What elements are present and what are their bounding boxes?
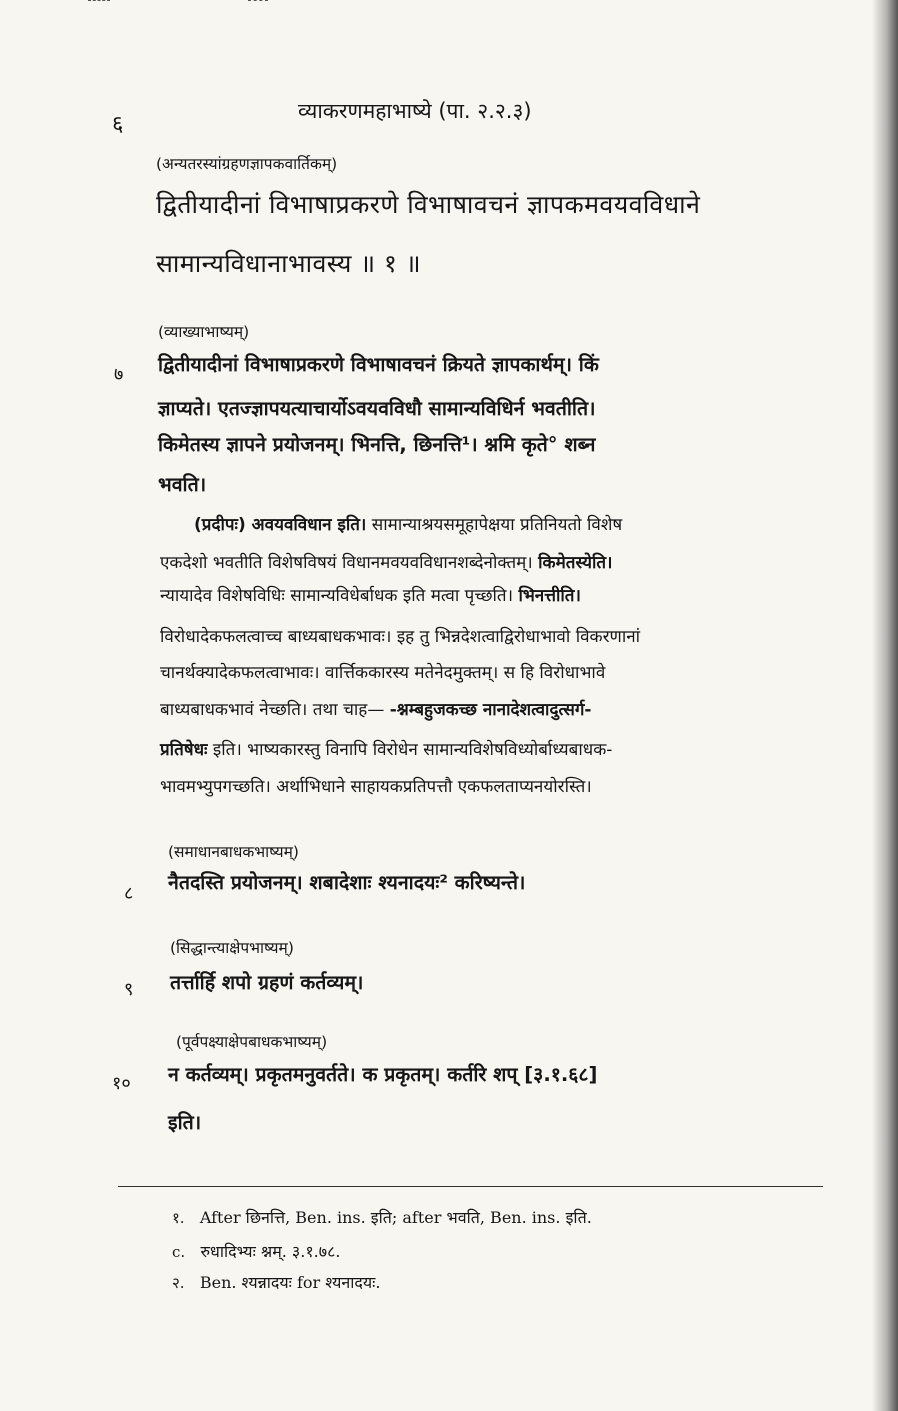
footnote-mark: १. [172,1209,185,1227]
pradipa-lemma: किमेतस्येति। [538,553,613,573]
paragraph-number: ९ [124,979,134,1000]
footnote-mark: c. [172,1243,186,1261]
bhashya-line: किमेतस्य ज्ञापने प्रयोजनम्। भिनत्ति, छिनत्ति¹। श्नमि कृते° शब्न [158,433,596,456]
footnote-text: After छिनत्ति, Ben. ins. इति; after भवति, Ben. ins. इति. [199,1208,592,1227]
bhashya-line: इति। [168,1111,202,1134]
scan-mark [248,0,268,9]
pradipa-line: (प्रदीपः) अवयवविधान इति। सामान्याश्रयसमूहापेक्षया प्रतिनियतो विशेष [194,515,623,535]
footnote [172,1240,340,1262]
paragraph-number: १० [112,1073,131,1094]
vartika-line: द्वितीयादीनां विभाषाप्रकरणे विभाषावचनं ज्ञापकमवयवविधाने [156,190,701,219]
page-number: ६ [112,112,124,137]
bhashya-line: द्वितीयादीनां विभाषाप्रकरणे विभाषावचनं क्रियते ज्ञापकार्थम्। किं [158,353,599,376]
pradipa-line: बाध्यबाधकभावं नेच्छति। तथा चाह— -श्नम्बहुजकच्छ नानादेशत्वादुत्सर्ग- [160,700,592,720]
pradipa-line: विरोधादेकफलत्वाच्च बाध्यबाधकभावः। इह तु भिन्नदेशत्वाद्विरोधाभावो विकरणानां [160,627,641,647]
section-heading: (पूर्वपक्ष्याक्षेपबाधकभाष्यम्) [176,1033,328,1051]
bhashya-line: ज्ञाप्यते। एतज्ज्ञापयत्याचार्योऽवयवविधौ सामान्यविधिर्न भवतीति। [158,397,596,420]
pradipa-line: प्रतिषेधः इति। भाष्यकारस्तु विनापि विरोधेन सामान्यविशेषविध्योर्बाध्यबाधक- [160,740,613,760]
footnote-mark: २. [172,1274,185,1292]
bhashya-line: नैतदस्ति प्रयोजनम्। शबादेशाः श्यनादयः² करिष्यन्ते। [168,871,526,894]
running-head: व्याकरणमहाभाष्ये (पा. २.२.३) [298,99,532,123]
pradipa-lemma: भिनत्तीति। [518,586,581,606]
footnote-text: रुधादिभ्यः श्नम्. ३.१.७८. [200,1242,341,1261]
section-heading: (व्याख्याभाष्यम्) [158,323,250,341]
vartika-heading: (अन्यतरस्यांग्रहणज्ञापकवार्तिकम्) [156,155,338,173]
paragraph-number: ८ [124,883,134,904]
scan-mark [88,0,110,9]
pradipa-line: चानर्थक्यादेकफलत्वाभावः। वार्त्तिककारस्य मतेनेदमुक्तम्। स हि विरोधाभावे [160,663,606,683]
pradipa-quote: प्रतिषेधः [160,740,208,760]
pradipa-quote: -श्नम्बहुजकच्छ नानादेशत्वादुत्सर्ग- [389,700,592,720]
footnote [172,1206,592,1228]
pradipa-lemma: (प्रदीपः) अवयवविधान इति। [194,515,367,535]
section-heading: (समाधानबाधकभाष्यम्) [168,843,299,861]
bhashya-line: न कर्तव्यम्। प्रकृतमनुवर्तते। क प्रकृतम्। कर्तरि शप् [३.१.६८] [168,1063,598,1086]
bhashya-line: तर्त्तार्हि शपो ग्रहणं कर्तव्यम्। [170,971,364,994]
paragraph-number: ७ [114,364,124,385]
bhashya-line: भवति। [158,473,207,496]
footnote [172,1271,380,1293]
pradipa-line: भावमभ्युपगच्छति। अर्थाभिधाने साहायकप्रतिपत्तौ एकफलताप्यनयोरस्ति। [160,777,592,797]
vartika-line: सामान्यविधानाभावस्य ॥ १ ॥ [156,249,422,278]
pradipa-line: एकदेशो भवतीति विशेषविषयं विधानमवयवविधानशब्देनोक्तम्। किमेतस्येति। [160,553,613,573]
footnote-rule [118,1186,823,1187]
pradipa-line: न्यायादेव विशेषविधिः सामान्यविधेर्बाधक इति मत्वा पृच्छति। भिनत्तीति। [160,586,581,606]
scan-edge-shadow [872,0,898,1411]
footnote-text: Ben. श्यन्नादयः for श्यनादयः. [199,1273,381,1292]
section-heading: (सिद्धान्त्याक्षेपभाष्यम्) [170,939,294,957]
